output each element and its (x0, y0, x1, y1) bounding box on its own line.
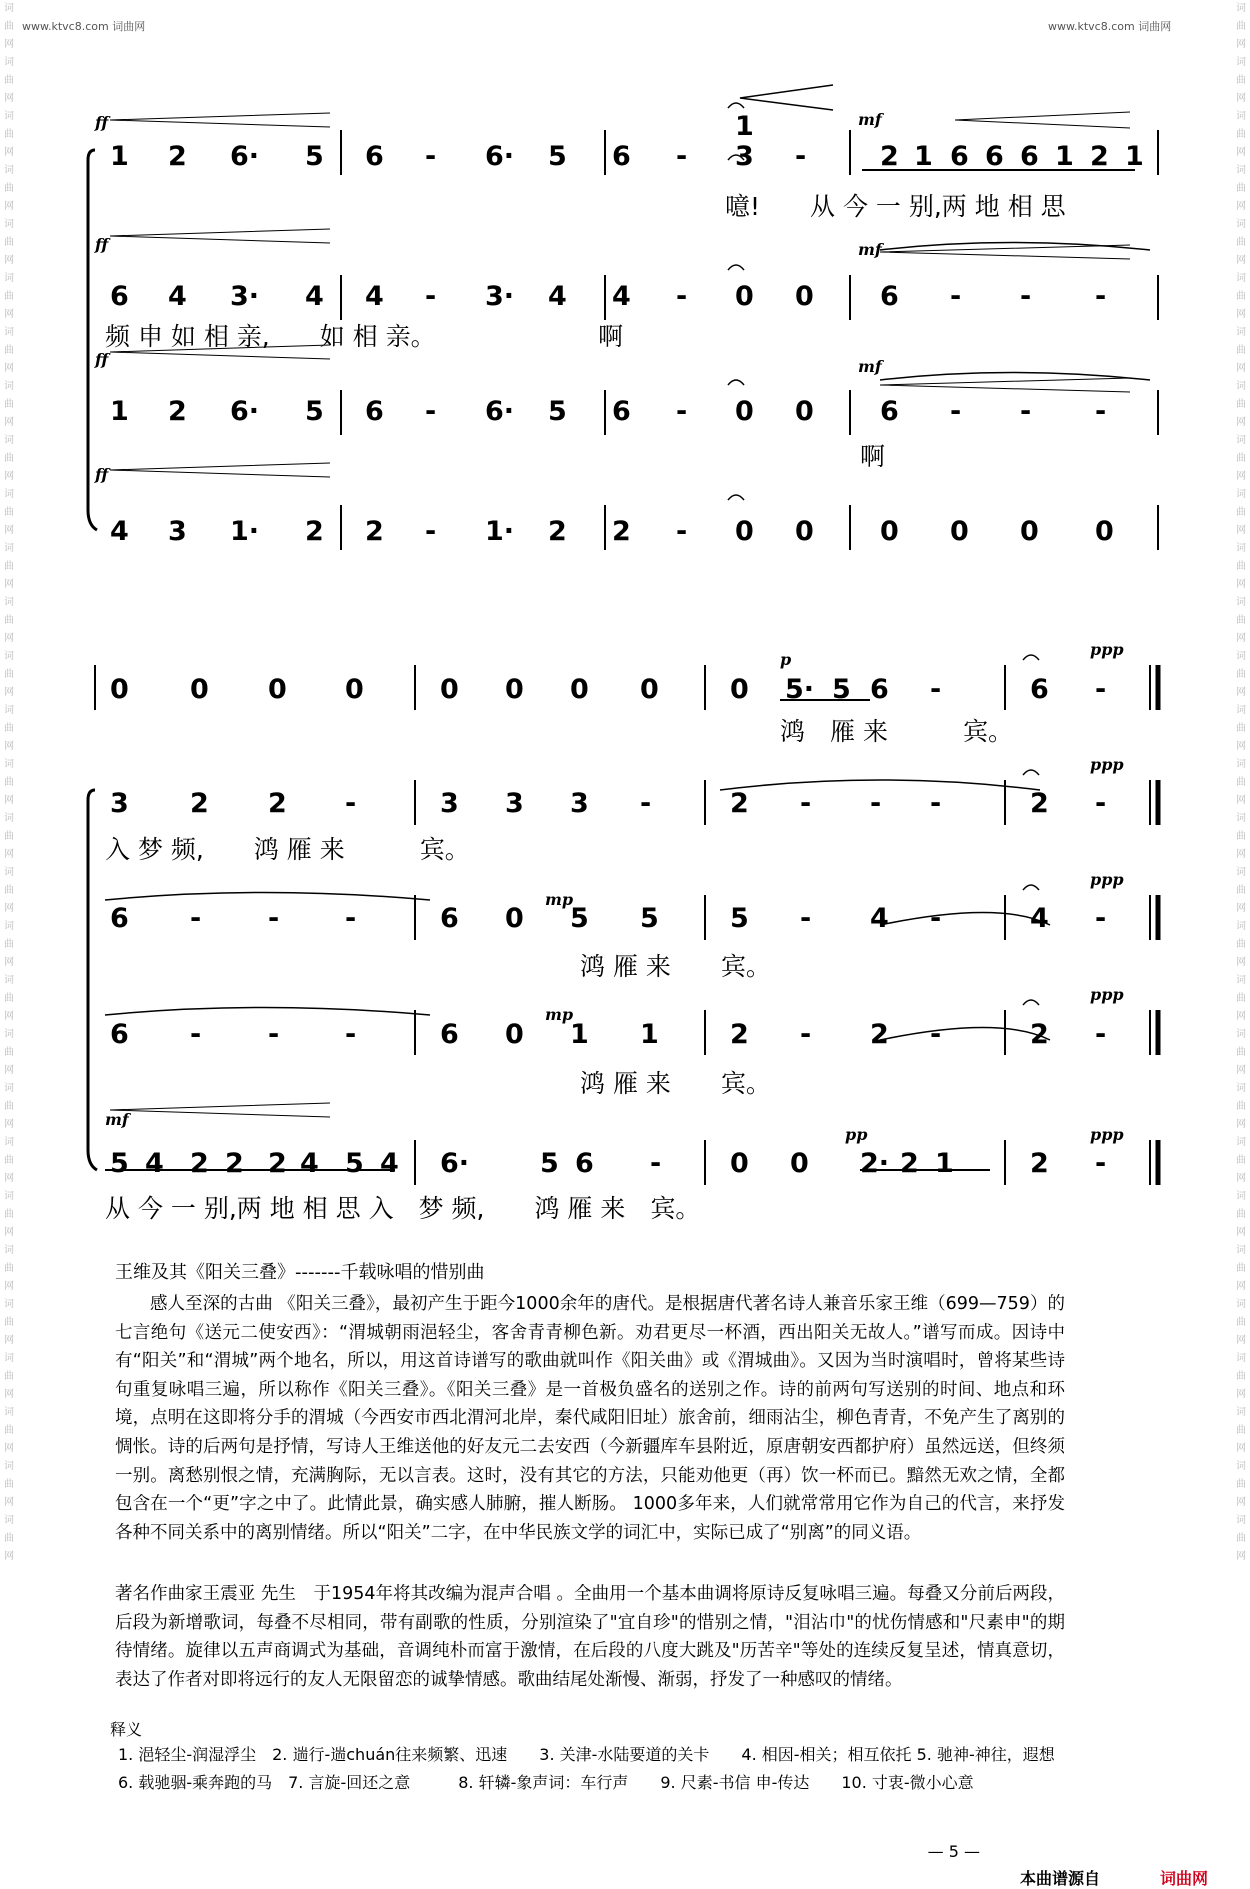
lyrics-line: 鸿 雁 来 宾。 (580, 952, 771, 981)
dynamics-layer (94, 110, 1124, 1144)
note: 3 (440, 788, 459, 819)
note: 6 (950, 141, 969, 172)
note: - (930, 1019, 942, 1050)
note: - (676, 141, 688, 172)
note: 0 (505, 1019, 524, 1050)
note: 0 (570, 674, 589, 705)
note: 6 (365, 141, 384, 172)
page-number: — 5 — (927, 1842, 980, 1861)
fermata (1023, 1000, 1039, 1005)
note: - (800, 1019, 812, 1050)
essay-title: 王维及其《阳关三叠》-------千载咏唱的惜别曲 (115, 1262, 485, 1283)
note: - (425, 281, 437, 312)
note: 6· (485, 396, 515, 427)
dynamic-mark: mf (858, 110, 882, 129)
note: - (1020, 281, 1032, 312)
note: 6 (1020, 141, 1039, 172)
note: - (1020, 396, 1032, 427)
note: 0 (110, 674, 129, 705)
essay-paragraph-2: 著名作曲家王震亚 先生 于1954年将其改编为混声合唱 。全曲用一个基本曲调将原诗反复咏唱三遍。每叠又分前后两段，后段为新增歌词，每叠不尽相同，带有副歌的性质，分别渲染了"宜自珍"的惜别之情，"泪沾巾"的忧伤情感和"尺素申"的期待情绪。旋律以五声商调式为基础，音调纯朴而富于激情，在后段的八度大跳及"历苦辛"等处的连续反复呈述，情真意切，表达了作者对即将远行的友人无限留恋的诚挚情感。歌曲结尾处渐慢、渐弱，抒发了一种感叹的情绪。 (115, 1584, 1065, 1690)
tie (880, 1028, 1050, 1041)
note: 0 (795, 516, 814, 547)
tie (105, 893, 430, 901)
note: 6 (612, 141, 631, 172)
dynamic-mark: ppp (1090, 755, 1124, 774)
fermata (728, 265, 744, 270)
notes-layer (110, 111, 1144, 1179)
note: - (800, 788, 812, 819)
note: - (190, 903, 202, 934)
note: 2 (1030, 788, 1049, 819)
note: 1 (570, 1019, 589, 1050)
watermark-top-right: www.ktvc8.com 词曲网 (1048, 20, 1172, 33)
note: 0 (795, 281, 814, 312)
note: 1· (230, 516, 260, 547)
note: 2 (190, 788, 209, 819)
note: 0 (505, 674, 524, 705)
note: 2 (900, 1148, 919, 1179)
note: 3 (110, 788, 129, 819)
note: 2 (880, 141, 899, 172)
note: 1 (1055, 141, 1074, 172)
lyrics-line: 噫! 从 今 一 别,两 地 相 思 (725, 192, 1066, 221)
note: 2 (548, 516, 567, 547)
note: - (1095, 1148, 1107, 1179)
lyrics-line: 频 申 如 相 亲, 如 相 亲。 啊 (105, 322, 624, 351)
dynamic-mark: ppp (1090, 1125, 1124, 1144)
note: 6 (575, 1148, 594, 1179)
note: 0 (795, 396, 814, 427)
note: 5 (548, 396, 567, 427)
hairpin (880, 378, 1130, 392)
note: 5 (730, 903, 749, 934)
note: 4 (145, 1148, 164, 1179)
note: 5 (548, 141, 567, 172)
lyrics-layer (105, 192, 1067, 1223)
note: 5 (110, 1148, 129, 1179)
note: 6 (985, 141, 1004, 172)
note: - (1095, 396, 1107, 427)
system2-brace (88, 790, 97, 1170)
notes-line-2: 6. 载驰骃-乘奔跑的马 7. 言旋-回还之意 8. 轩辚-象声词：车行声 9. 尺素-书信 申-传达 10. 寸衷-微小心意 (118, 1773, 974, 1792)
note: - (345, 788, 357, 819)
note: 2 (168, 396, 187, 427)
note: 6 (870, 674, 889, 705)
note: 5 (305, 396, 324, 427)
note: 2 (870, 1019, 889, 1050)
hairpin (880, 245, 1130, 259)
note: 1 (914, 141, 933, 172)
note: 2· (860, 1148, 890, 1179)
note: 2 (612, 516, 631, 547)
tie (880, 913, 1050, 926)
note: 3· (485, 281, 515, 312)
note: 2 (730, 1019, 749, 1050)
dynamic-mark: ppp (1090, 870, 1124, 889)
note: - (795, 141, 807, 172)
note: 0 (735, 396, 754, 427)
note: 5· (785, 674, 815, 705)
note: 3 (570, 788, 589, 819)
essay-paragraph-1: 感人至深的古曲 《阳关三叠》，最初产生于距今1000余年的唐代。是根据唐代著名诗人兼音乐家王维（699—759）的七言绝句《送元二使安西》：“渭城朝雨浥轻尘，客舍青青柳色新。劝君更尽一杯酒，西出阳关无故人。”谱写而成。因诗中有“阳关”和“渭城”两个地名，所以，用这首诗谱写的歌曲就叫作《阳关曲》或《渭城曲》。又因为当时演唱时，曾将某些诗句重复咏唱三遍，所以称作《阳关三叠》。《阳关三叠》是一首极负盛名的送别之作。诗的前两句写送别的时间、地点和环境，点明在这即将分手的渭城（今西安市西北渭河北岸，秦代咸阳旧址）旅舍前，细雨沾尘，柳色青青，不免产生了离别的惆怅。诗的后两句是抒情，写诗人王维送他的好友元二去安西（今新疆库车县附近，原唐朝安西都护府）虽然远送，但终须一别。离愁别恨之情，充满胸际，无以言表。这时，没有其它的方法，只能劝他更（再）饮一杯而已。黯然无欢之情，全都包含在一个“更”字之中了。此情此景，确实感人肺腑，摧人断肠。 1000多年来，人们就常常用它作为自己的代言，来抒发各种不同关系中的离别情绪。所以“阳关”二字，在中华民族文学的词汇中，实际已成了“别离”的同义语。 (115, 1294, 1065, 1543)
note: 6 (1030, 674, 1049, 705)
hairpin (110, 113, 330, 127)
note: 6 (110, 1019, 129, 1050)
staff-lines-layer (88, 85, 1158, 1185)
fermata (728, 103, 744, 108)
note: - (1095, 281, 1107, 312)
fermata (1023, 655, 1039, 660)
note: 0 (730, 1148, 749, 1179)
dynamic-mark: ff (95, 350, 109, 369)
note: 6 (440, 903, 459, 934)
lyrics-line: 从 今 一 别,两 地 相 思 入 梦 频, 鸿 雁 来 宾。 (105, 1194, 701, 1223)
note: 0 (345, 674, 364, 705)
note: 4 (110, 516, 129, 547)
note: - (425, 141, 437, 172)
dynamic-mark: ff (95, 235, 109, 254)
note: - (425, 516, 437, 547)
note: 5 (640, 903, 659, 934)
dynamic-mark: ppp (1090, 985, 1124, 1004)
lyrics-line: 入 梦 频, 鸿 雁 来 宾。 (105, 835, 470, 864)
note: 3 (735, 141, 754, 172)
note: - (640, 788, 652, 819)
hairpin (110, 1103, 330, 1117)
tie (105, 1008, 430, 1016)
source-label: 本曲谱源自 (1020, 1869, 1101, 1888)
note: - (190, 1019, 202, 1050)
dynamic-mark: ff (95, 113, 109, 132)
note: 4 (1030, 903, 1049, 934)
note: 0 (440, 674, 459, 705)
note: 1 (1125, 141, 1144, 172)
note: 0 (880, 516, 899, 547)
lyrics-line: 啊 (860, 442, 886, 471)
site-logo: 词曲网 (1160, 1869, 1209, 1888)
note: - (650, 1148, 662, 1179)
note: - (1095, 674, 1107, 705)
note: - (930, 788, 942, 819)
note: 6 (880, 396, 899, 427)
note: 0 (190, 674, 209, 705)
dynamic-mark: mf (858, 240, 882, 259)
note: 2 (168, 141, 187, 172)
note: - (930, 903, 942, 934)
note: 6 (365, 396, 384, 427)
fermata (728, 380, 744, 385)
note: 6· (485, 141, 515, 172)
note: 2 (1030, 1148, 1049, 1179)
note: 6· (230, 396, 260, 427)
note: - (676, 516, 688, 547)
note: 1 (110, 141, 129, 172)
note: 2 (225, 1148, 244, 1179)
note: 5 (345, 1148, 364, 1179)
tie (880, 243, 1150, 251)
notes-line-1: 1. 浥轻尘-润湿浮尘 2. 遄行-遄chuán往来频繁、迅速 3. 关津-水陆要道的关卡 4. 相因-相关；相互依托 5. 驰神-神往，遐想 (118, 1745, 1055, 1764)
note: 4 (168, 281, 187, 312)
note-upper: 1 (735, 111, 754, 142)
note: 0 (1020, 516, 1039, 547)
dynamic-mark: pp (845, 1125, 868, 1144)
note: 1 (640, 1019, 659, 1050)
note: 5 (540, 1148, 559, 1179)
note: 0 (640, 674, 659, 705)
note: 4 (548, 281, 567, 312)
dynamic-mark: mf (105, 1110, 129, 1129)
note: 0 (735, 516, 754, 547)
note: - (950, 281, 962, 312)
note: - (800, 903, 812, 934)
note: 6· (230, 141, 260, 172)
note: 2 (1030, 1019, 1049, 1050)
note: 3· (230, 281, 260, 312)
note: 0 (1095, 516, 1114, 547)
watermark-top-left: www.ktvc8.com 词曲网 (22, 20, 146, 33)
note: - (345, 1019, 357, 1050)
note: - (1095, 788, 1107, 819)
dynamic-mark: mf (858, 357, 882, 376)
note: 1· (485, 516, 515, 547)
note: 1 (935, 1148, 954, 1179)
fermata (1023, 770, 1039, 775)
note: 6 (110, 903, 129, 934)
dynamic-mark: ppp (1090, 640, 1124, 659)
fermata (1023, 885, 1039, 890)
note: 2 (1090, 141, 1109, 172)
note: 0 (735, 281, 754, 312)
hairpin (110, 463, 330, 477)
note: 4 (305, 281, 324, 312)
dynamic-mark: mp (545, 1005, 574, 1024)
hairpin (955, 112, 1130, 128)
note: 3 (505, 788, 524, 819)
note: - (345, 903, 357, 934)
note: - (676, 281, 688, 312)
note: - (870, 788, 882, 819)
note: - (425, 396, 437, 427)
dynamic-mark: p (780, 650, 792, 669)
note: 5 (570, 903, 589, 934)
dynamic-mark: ff (95, 465, 109, 484)
note: 5 (832, 674, 851, 705)
note: 0 (950, 516, 969, 547)
fermata (728, 495, 744, 500)
note: - (1095, 1019, 1107, 1050)
note: 4 (300, 1148, 319, 1179)
note: - (268, 1019, 280, 1050)
note: 6 (612, 396, 631, 427)
hairpin (110, 229, 330, 243)
note: 6 (110, 281, 129, 312)
note: - (930, 674, 942, 705)
watermark-right-strip: 词曲网词曲网词曲网词曲网词曲网词曲网词曲网词曲网词曲网词曲网词曲网词曲网词曲网词曲网词曲网词曲网词曲网词曲网词曲网词曲网词曲网词曲网词曲网词曲网词曲网词曲网词曲网词曲网词曲网 (1236, 3, 1246, 1562)
hairpin (740, 85, 833, 110)
note: 0 (790, 1148, 809, 1179)
watermark-left-strip: 词曲网词曲网词曲网词曲网词曲网词曲网词曲网词曲网词曲网词曲网词曲网词曲网词曲网词曲网词曲网词曲网词曲网词曲网词曲网词曲网词曲网词曲网词曲网词曲网词曲网词曲网词曲网词曲网词曲网 (4, 3, 14, 1562)
note: 6 (440, 1019, 459, 1050)
note: 5 (305, 141, 324, 172)
note: 2 (730, 788, 749, 819)
note: - (1095, 903, 1107, 934)
dynamic-mark: mp (545, 890, 574, 909)
note: 0 (505, 903, 524, 934)
note: 2 (365, 516, 384, 547)
note: 4 (365, 281, 384, 312)
note: 1 (110, 396, 129, 427)
note: 2 (190, 1148, 209, 1179)
note: 4 (612, 281, 631, 312)
note: 2 (268, 788, 287, 819)
notes-label: 释义 (110, 1720, 143, 1739)
note: 0 (268, 674, 287, 705)
note: 6 (880, 281, 899, 312)
lyrics-line: 鸿 雁 来 宾。 (580, 1069, 771, 1098)
note: 4 (870, 903, 889, 934)
note: 0 (730, 674, 749, 705)
note: - (268, 903, 280, 934)
note: - (950, 396, 962, 427)
note: 3 (168, 516, 187, 547)
note: - (676, 396, 688, 427)
note: 6· (440, 1148, 470, 1179)
lyrics-line: 鸿 雁 来 宾。 (780, 717, 1013, 746)
note: 4 (380, 1148, 399, 1179)
note: 2 (305, 516, 324, 547)
note: 2 (268, 1148, 287, 1179)
